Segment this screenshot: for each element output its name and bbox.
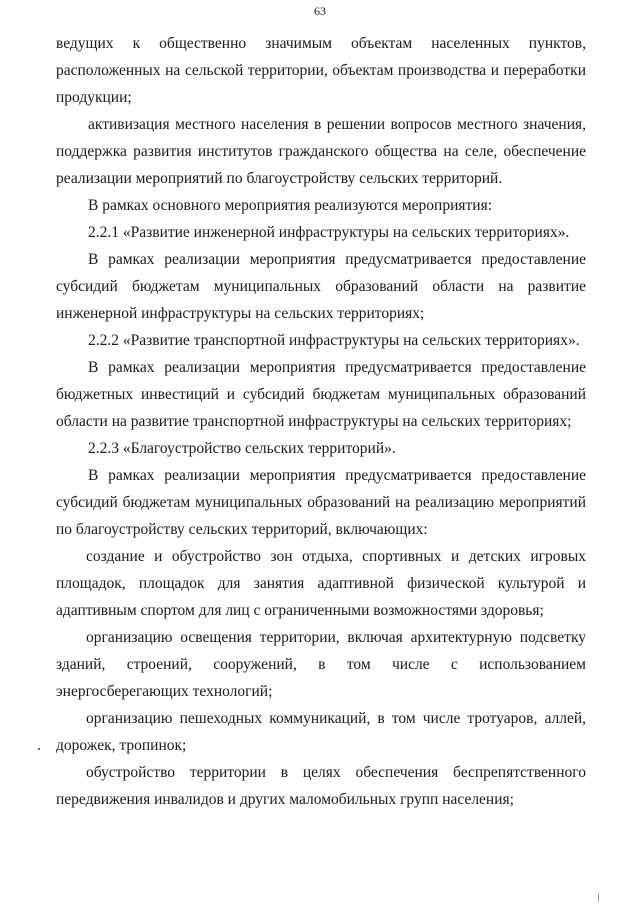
- paragraph: активизация местного населения в решении вопросов местного значения, поддержка развития институтов гражданского общества на селе, обеспечение реализации мероприятий по благоустройству сельских территорий.: [56, 116, 586, 187]
- page-number: 63: [314, 4, 326, 18]
- paragraph: В рамках реализации мероприятия предусматривается предоставление субсидий бюджетам муниципальных образований на реализацию мероприятий по благоустройству сельских территорий, включающих:: [56, 467, 586, 538]
- paragraph-continuation: ведущих к общественно значимым объектам населенных пунктов, расположенных на сельской территории, объектам производства и переработки продукции;: [56, 35, 586, 106]
- paragraph: В рамках основного мероприятия реализуются мероприятия:: [88, 197, 492, 214]
- paragraph: В рамках реализации мероприятия предусматривается предоставление бюджетных инвестиций и субсидий бюджетам муниципальных образований области на развитие транспортной инфраструктуры на сельских территориях;: [56, 359, 586, 430]
- list-paragraph: организацию освещения территории, включая архитектурную подсветку зданий, строений, сооружений, в том числе с использованием энергосберегающих технологий;: [56, 629, 586, 700]
- section-heading: 2.2.1 «Развитие инженерной инфраструктуры на сельских территориях».: [88, 224, 570, 241]
- list-paragraph: обустройство территории в целях обеспечения беспрепятственного передвижения инвалидов и других маломобильных групп населения;: [56, 764, 586, 808]
- section-heading: 2.2.2 «Развитие транспортной инфраструктуры на сельских территориях».: [88, 332, 580, 349]
- paragraph: В рамках реализации мероприятия предусматривается предоставление субсидий бюджетам муниципальных образований области на развитие инженерной инфраструктуры на сельских территориях;: [56, 251, 586, 322]
- section-heading: 2.2.3 «Благоустройство сельских территорий».: [88, 440, 396, 457]
- list-paragraph: создание и обустройство зон отдыха, спортивных и детских игровых площадок, площадок для занятия адаптивной физической культурой и адаптивным спортом для лиц с ограниченными возможностями здоровья;: [56, 548, 586, 619]
- scan-artifact-mark: [598, 893, 599, 902]
- document-body: [56, 30, 586, 813]
- list-paragraph: организацию пешеходных коммуникаций, в том числе тротуаров, аллей, дорожек, тропинок;: [56, 710, 586, 754]
- scan-artifact-mark: [38, 748, 40, 750]
